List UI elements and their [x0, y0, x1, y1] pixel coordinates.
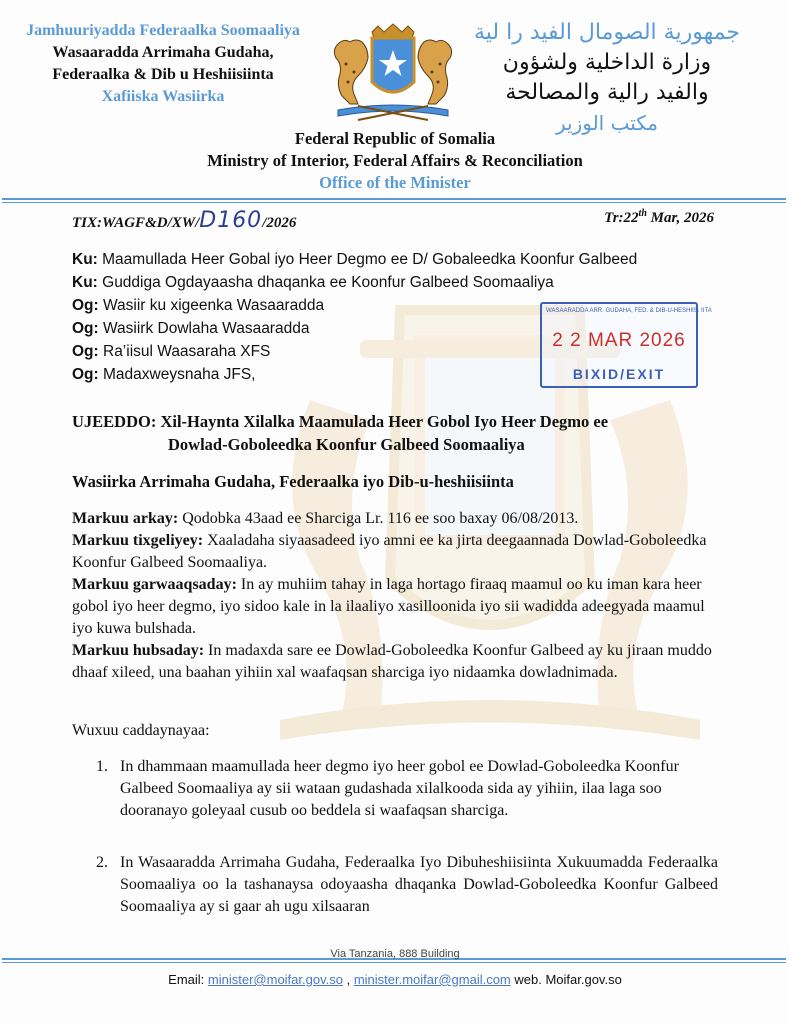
republic-name-arabic: جمهورية الصومال الفيد را لية: [473, 20, 741, 45]
addressee-text: Guddiga Ogdayaasha dhaqanka ee Koonfur Galbeed Soomaaliya: [97, 274, 554, 291]
date-ordinal: th: [638, 208, 647, 219]
date-rest: Mar, 2026: [646, 210, 714, 226]
office-name-arabic: مكتب الوزير: [555, 111, 659, 135]
declaration-intro: Wuxuu caddaynayaa:: [72, 722, 210, 739]
header-divider-thin: [2, 202, 786, 203]
preamble-label: Markuu arkay:: [72, 510, 179, 527]
cc-text: Wasiir ku xigeenka Wasaaradda: [98, 297, 325, 314]
list-item-text: In dhammaan maamullada heer degmo iyo heer gobol ee Dowlad-Goboleedka Koonfur Galbeed Soomaaliya ay sii wataan gudashada xilalkooda sida ay yihiin, ilaa laga soo dooranayo goleyaal cusub oo beddela si waafaqsan sharciga.: [120, 758, 679, 819]
preamble-paragraph: [72, 640, 722, 684]
addressee-label: Ku:: [72, 251, 98, 268]
footer-divider-thin: [2, 962, 786, 963]
cc-line: [72, 294, 324, 317]
header-right-block: [472, 18, 742, 138]
cc-label: Og:: [72, 297, 99, 314]
website-text: web. Moifar.gov.so: [510, 972, 622, 987]
addressee-text: Maamullada Heer Gobal iyo Heer Degmo ee D/ Gobaleedka Koonfur Galbeed: [97, 251, 638, 268]
list-item-number: 2.: [96, 854, 108, 871]
footer-contact: [0, 972, 790, 987]
handwritten-reference-number: D160: [199, 208, 263, 233]
preamble-label: Markuu garwaaqsaday:: [72, 576, 237, 593]
office-name-english: Office of the Minister: [319, 173, 471, 192]
preamble-text: In ay muhiim tahay in laga hortago firaaq maamul oo ku iman kara heer gobol iyo heer degmo, iyo sidoo kale in la ilaaliyo xasilloonida iyo sii wadidda adeegyada maamul iyo kuwa bulshada.: [72, 576, 705, 637]
preamble-paragraph: [72, 530, 722, 574]
office-name-somali: Xafiiska Wasiirka: [101, 88, 225, 105]
addressee-label: Ku:: [72, 274, 98, 291]
cc-text: Ra’iisul Waasaraha XFS: [98, 343, 271, 360]
ministry-name-arabic-line2: والفيد رالية والمصالحة: [505, 80, 709, 105]
cc-line: [72, 317, 309, 340]
cc-label: Og:: [72, 320, 99, 337]
reference-suffix: /2026: [262, 215, 297, 231]
email-link-2[interactable]: minister.moifar@gmail.com: [353, 972, 511, 987]
subject-heading: [72, 410, 732, 456]
list-item: [96, 852, 718, 918]
reference-prefix: TIX:WAGF&D/XW/: [72, 215, 200, 231]
reference-number: [72, 208, 296, 233]
preamble-text: In madaxda sare ee Dowlad-Goboleedka Koonfur Galbeed ay ku jiraan muddo dhaaf xileed, una baahan yihiin xal waafaqsan sharciga iyo nidaamka dowladnimada.: [72, 642, 712, 681]
addressee-line: [72, 248, 637, 271]
list-item-number: 1.: [96, 758, 108, 775]
exit-stamp: [540, 302, 712, 388]
list-item: [96, 756, 718, 822]
cc-text: Wasiirk Dowlaha Wasaaradda: [98, 320, 310, 337]
cc-line: [72, 340, 270, 363]
ministry-name-english: Ministry of Interior, Federal Affairs & Reconciliation: [207, 151, 583, 170]
cc-line: [72, 363, 255, 386]
cc-label: Og:: [72, 366, 99, 383]
ministry-name-somali-line2: Federaalka & Dib u Heshiisiinta: [52, 66, 274, 83]
date-prefix: Tr:22: [604, 210, 639, 226]
email-separator: ,: [342, 972, 354, 987]
preamble-paragraph: [72, 574, 722, 640]
preamble-text: Xaaladaha siyaasadeed iyo amni ee ka jirta deegaannada Dowlad-Goboleedka Koonfur Galbeed Soomaaliya.: [72, 532, 707, 571]
letter-date: [604, 208, 714, 227]
email-label: Email:: [168, 972, 208, 987]
preamble-text: Qodobka 43aad ee Sharciga Lr. 116 ee soo baxay 06/08/2013.: [178, 510, 579, 527]
preamble-label: Markuu tixgeliyey:: [72, 532, 204, 549]
stamp-exit-label: BIXID/EXIT: [572, 366, 666, 382]
issuer-title: Wasiirka Arrimaha Gudaha, Federaalka iyo Dib-u-heshiisiinta: [72, 472, 514, 491]
coat-of-arms-emblem: [328, 24, 458, 124]
ministry-name-somali-line1: Wasaaradda Arrimaha Gudaha,: [52, 44, 274, 61]
stamp-date: 2 2 MAR 2026: [552, 330, 686, 351]
preamble-paragraph: [72, 508, 722, 530]
list-item-text: In Wasaaradda Arrimaha Gudaha, Federaalka Iyo Dibuheshiisiinta Xukuumadda Federaalka Soomaaliya oo la tashanaysa odoyaasha dhaqanka Dowlad-Goboleedka Koonfur Galbeed Soomaaliya ay si gaar ah ugu xilsaaran: [120, 854, 718, 915]
ministry-name-arabic-line1: وزارة الداخلية ولشؤون: [502, 50, 712, 75]
republic-name-somali: Jamhuuriyadda Federaalka Soomaaliya: [26, 22, 300, 39]
header-left-block: [8, 20, 318, 108]
republic-name-english: Federal Republic of Somalia: [294, 129, 496, 148]
header-divider: [2, 198, 786, 200]
footer-address: Via Tanzania, 888 Building: [330, 948, 460, 960]
cc-text: Madaxweysnaha JFS,: [98, 366, 256, 383]
stamp-header-text: WASAARADDA ARR. GUDAHA, FED. & DIB-U-HESHIIS. IITA: [546, 308, 712, 314]
preamble-label: Markuu hubsaday:: [72, 642, 205, 659]
cc-label: Og:: [72, 343, 99, 360]
email-link-1[interactable]: minister@moifar.gov.so: [207, 972, 343, 987]
addressee-line: [72, 271, 554, 294]
subject-line-2: Dowlad-Goboleedka Koonfur Galbeed Soomaaliya: [168, 435, 525, 454]
subject-line-1: UJEEDDO: Xil-Haynta Xilalka Maamulada Heer Gobol Iyo Heer Degmo ee: [72, 412, 609, 431]
